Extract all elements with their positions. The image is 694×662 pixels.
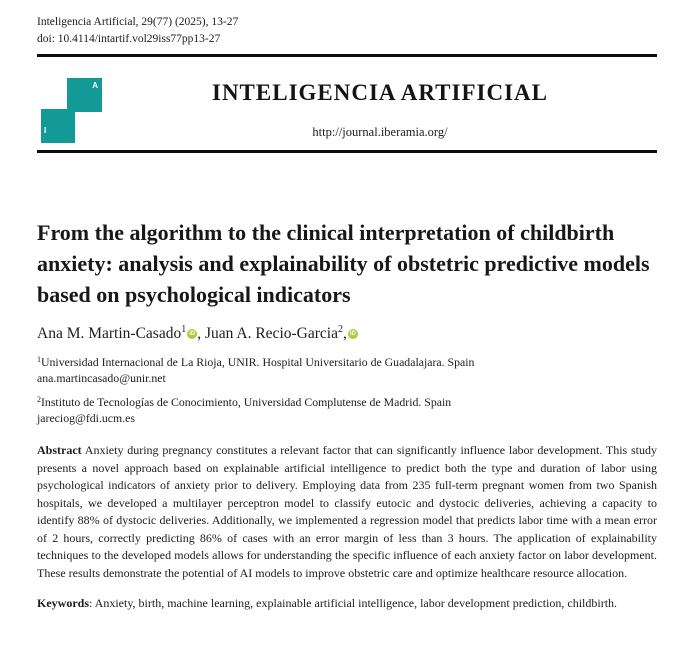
paper-title: From the algorithm to the clinical interpretation of childbirth anxiety: analysis and explainability of obstetric predictive models based on psychological indicators xyxy=(37,220,650,307)
authors-separator: , xyxy=(197,325,205,342)
orcid-icon-text: iD xyxy=(189,331,196,337)
affiliation-1 xyxy=(37,352,657,386)
logo-square-top xyxy=(67,78,102,112)
header-rule-bottom xyxy=(37,150,657,153)
affiliation-1-superscript: 1 xyxy=(37,355,41,364)
author-2-comma: , xyxy=(342,325,347,342)
logo-letter-a: A xyxy=(92,81,98,90)
affiliation-2-superscript: 2 xyxy=(37,395,41,404)
journal-title: INTELIGENCIA ARTIFICIAL xyxy=(212,80,548,105)
keywords-paragraph xyxy=(37,595,657,613)
affiliation-2 xyxy=(37,392,657,426)
author-1-name: Ana M. Martin-Casado xyxy=(37,325,182,342)
author-1-superscript: 1 xyxy=(181,324,187,335)
journal-ref-doi: doi: 10.4114/intartif.vol29iss77pp13-27 xyxy=(37,32,221,45)
keywords-label: Keywords xyxy=(37,596,89,610)
logo-square-bottom xyxy=(41,109,75,143)
orcid-icon-text: iD xyxy=(349,331,356,337)
masthead xyxy=(37,57,657,150)
abstract-text: Anxiety during pregnancy constitutes a relevant factor that can significantly influence labor development. This study presents a novel approach based on explainable artificial intelligence to predict both the type and duration of labor using psychological indicators of anxiety prior to delivery. Employing data from 235 full-term pregnant women from two Spanish hospitals, we developed a multilayer perceptron model to classify eutocic and dystocic deliveries, achieving a capacity to identify 88% of dystocic deliveries. Additionally, we implemented a regression model that predicts labor time with a mean error of 2 hours, correctly predicting 86% of cases with an error margin of less than 3 hours. The application of explainability techniques to the developed models allows for understanding the specific influence of each anxiety factor on labor development. These results demonstrate the potential of AI models to improve obstetric care and optimize healthcare resource allocation. xyxy=(37,443,657,580)
affiliation-2-email: jareciog@fdi.ucm.es xyxy=(37,410,135,425)
author-2-name: Juan A. Recio-Garcia xyxy=(204,325,338,342)
affiliation-2-text: Instituto de Tecnologías de Conocimiento, Universidad Complutense de Madrid. Spain xyxy=(41,395,452,409)
affiliation-1-email: ana.martincasado@unir.net xyxy=(37,370,166,385)
journal-ref-citation: Inteligencia Artificial, 29(77) (2025), 13-27 xyxy=(37,16,239,28)
orcid-icon[interactable] xyxy=(348,329,358,339)
authors-line xyxy=(37,324,657,343)
affiliations xyxy=(37,352,657,426)
affiliation-1-text: Universidad Internacional de La Rioja, UNIR. Hospital Universitario de Guadalajara. Spain xyxy=(41,355,475,369)
masthead-center xyxy=(103,57,657,150)
orcid-icon[interactable] xyxy=(187,329,197,339)
logo-letter-i: I xyxy=(44,126,47,135)
abstract-label: Abstract xyxy=(37,443,82,457)
journal-reference xyxy=(37,0,657,47)
keywords-text: : Anxiety, birth, machine learning, explainable artificial intelligence, labor development prediction, childbirth. xyxy=(89,596,618,610)
journal-logo xyxy=(41,78,103,144)
journal-url-link[interactable]: http://journal.iberamia.org/ xyxy=(312,125,448,139)
author-2-superscript: 2 xyxy=(337,324,343,335)
abstract-paragraph xyxy=(37,442,657,582)
